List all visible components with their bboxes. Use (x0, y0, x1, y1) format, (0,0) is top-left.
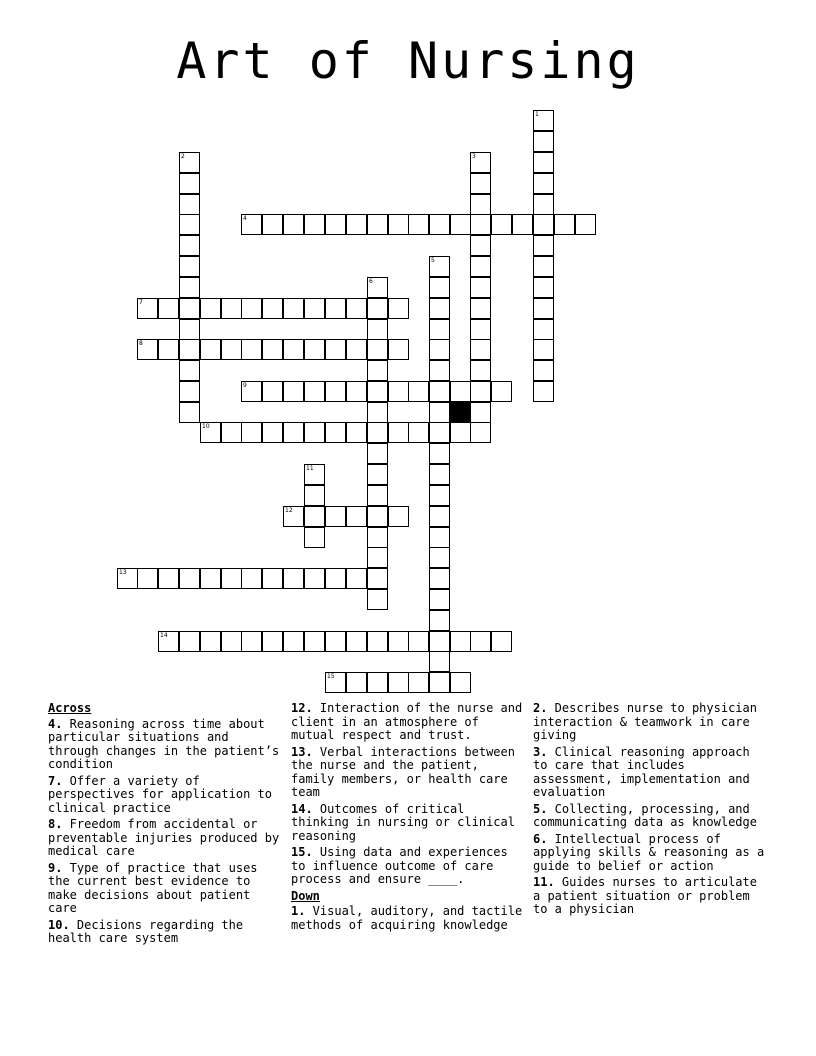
clue-number: 6 (369, 278, 373, 285)
crossword-cell[interactable] (304, 422, 325, 443)
clue-across-8: 8. Freedom from accidental or preventable injuries produced by medical care (48, 817, 280, 858)
crossword-cell[interactable] (470, 173, 491, 194)
crossword-cell[interactable] (429, 443, 450, 464)
crossword-cell[interactable] (429, 485, 450, 506)
crossword-cell[interactable] (470, 214, 491, 235)
crossword-cell[interactable] (367, 298, 388, 319)
clue-number: 9 (243, 382, 247, 389)
crossword-cell[interactable] (283, 506, 304, 527)
crossword-cell[interactable] (158, 631, 179, 652)
crossword-cell[interactable] (429, 610, 450, 631)
clue-across-14: 14. Outcomes of critical thinking in nursing or clinical reasoning (291, 801, 515, 843)
crossword-cell[interactable] (304, 568, 325, 589)
crossword-cell[interactable] (450, 381, 471, 402)
crossword-cell[interactable] (304, 214, 325, 235)
clue-number: 14 (160, 632, 168, 639)
crossword-cell[interactable] (533, 319, 554, 340)
crossword-cell[interactable] (388, 381, 409, 402)
crossword-cell[interactable] (325, 339, 346, 360)
crossword-cell[interactable] (408, 422, 429, 443)
crossword-cell[interactable] (367, 381, 388, 402)
crossword-cell[interactable] (346, 298, 367, 319)
crossword-cell[interactable] (367, 402, 388, 423)
crossword-cell[interactable] (262, 422, 283, 443)
crossword-cell[interactable] (429, 360, 450, 381)
crossword-cell[interactable] (179, 319, 200, 340)
crossword-cell[interactable] (179, 235, 200, 256)
clue-across-4: 4. Reasoning across time about particular situations and through changes in the patient’s condition (48, 716, 280, 771)
crossword-cell[interactable] (325, 298, 346, 319)
crossword-cell[interactable] (346, 506, 367, 527)
crossword-cell[interactable] (575, 214, 596, 235)
crossword-cell[interactable] (221, 298, 242, 319)
crossword-cell[interactable] (325, 568, 346, 589)
crossword-cell[interactable] (388, 422, 409, 443)
clue-number: 4 (243, 215, 247, 222)
clues-column-1 (48, 702, 284, 949)
crossword-cell[interactable] (304, 506, 325, 527)
crossword-cell[interactable] (346, 631, 367, 652)
clue-down-2: 2. Describes nurse to physician interaction & teamwork in care giving (533, 701, 757, 742)
crossword-cell[interactable] (200, 298, 221, 319)
clue-across-12: 12. Interaction of the nurse and client in an atmosphere of mutual respect and trust. (291, 701, 523, 742)
crossword-cell[interactable] (429, 568, 450, 589)
down-heading: Down (291, 888, 320, 903)
crossword-cell[interactable] (325, 672, 346, 693)
crossword-cell[interactable] (533, 152, 554, 173)
crossword-cell[interactable] (429, 214, 450, 235)
crossword-cell[interactable] (325, 631, 346, 652)
crossword-cell[interactable] (388, 631, 409, 652)
crossword-cell[interactable] (283, 339, 304, 360)
crossword-cell[interactable] (408, 381, 429, 402)
crossword-cell[interactable] (221, 631, 242, 652)
crossword-cell[interactable] (429, 547, 450, 568)
crossword-cell[interactable] (533, 214, 554, 235)
crossword-cell[interactable] (429, 319, 450, 340)
crossword-cell[interactable] (388, 214, 409, 235)
crossword-cell[interactable] (158, 568, 179, 589)
crossword-cell[interactable] (179, 339, 200, 360)
crossword-cell[interactable] (367, 339, 388, 360)
crossword-cell[interactable] (367, 422, 388, 443)
crossword-cell[interactable] (429, 298, 450, 319)
crossword-cell[interactable] (533, 131, 554, 152)
crossword-cell[interactable] (241, 298, 262, 319)
crossword-cell[interactable] (367, 547, 388, 568)
crossword-cell[interactable] (491, 214, 512, 235)
crossword-cell[interactable] (262, 298, 283, 319)
crossword-cell[interactable] (429, 464, 450, 485)
clue-number: 2 (181, 153, 185, 160)
crossword-cell[interactable] (304, 527, 325, 548)
crossword-cell[interactable] (262, 631, 283, 652)
crossword-cell[interactable] (179, 381, 200, 402)
clues-column-2 (291, 702, 527, 935)
crossword-cell[interactable] (179, 402, 200, 423)
crossword-cell[interactable] (554, 214, 575, 235)
crossword-cell[interactable] (533, 256, 554, 277)
crossword-cell[interactable] (325, 381, 346, 402)
crossword-cell[interactable] (346, 381, 367, 402)
clue-down-6: 6. Intellectual process of applying skills & reasoning as a guide to belief or action (533, 831, 765, 873)
crossword-cell[interactable] (179, 173, 200, 194)
crossword-cell[interactable] (367, 589, 388, 610)
crossword-cell[interactable] (241, 631, 262, 652)
crossword-cell[interactable] (470, 277, 491, 298)
crossword-cell[interactable] (470, 235, 491, 256)
crossword-cell[interactable] (533, 277, 554, 298)
crossword-cell[interactable] (367, 485, 388, 506)
crossword-cell[interactable] (533, 339, 554, 360)
crossword-cell[interactable] (367, 214, 388, 235)
clue-across-9: 9. Type of practice that uses the current best evidence to make decisions about patient care (48, 860, 258, 915)
crossword-cell[interactable] (325, 506, 346, 527)
clue-number: 10 (202, 423, 210, 430)
crossword-cell[interactable] (367, 506, 388, 527)
crossword-cell[interactable] (470, 319, 491, 340)
crossword-cell[interactable] (158, 298, 179, 319)
clue-down-3: 3. Clinical reasoning approach to care that includes assessment, implementation and evaluation (533, 744, 750, 799)
crossword-cell[interactable] (304, 485, 325, 506)
crossword-cell[interactable] (200, 339, 221, 360)
crossword-cell[interactable] (346, 422, 367, 443)
crossword-cell[interactable] (450, 631, 471, 652)
crossword-cell[interactable] (367, 527, 388, 548)
crossword-cell[interactable] (283, 298, 304, 319)
crossword-cell[interactable] (429, 506, 450, 527)
crossword-cell[interactable] (470, 381, 491, 402)
crossword-cell[interactable] (450, 672, 471, 693)
crossword-cell[interactable] (325, 422, 346, 443)
clue-across-7: 7. Offer a variety of perspectives for application to clinical practice (48, 773, 272, 815)
crossword-cell[interactable] (241, 339, 262, 360)
crossword-cell[interactable] (533, 360, 554, 381)
crossword-cell[interactable] (262, 381, 283, 402)
crossword-cell[interactable] (241, 214, 262, 235)
crossword-cell[interactable] (304, 381, 325, 402)
clue-number: 8 (139, 340, 143, 347)
crossword-cell[interactable] (470, 339, 491, 360)
crossword-cell[interactable] (179, 298, 200, 319)
crossword-cell[interactable] (429, 651, 450, 672)
crossword-cell[interactable] (221, 422, 242, 443)
crossword-cell[interactable] (491, 381, 512, 402)
crossword-cell[interactable] (388, 672, 409, 693)
crossword-cell[interactable] (429, 381, 450, 402)
crossword-cell[interactable] (470, 402, 491, 423)
clues-column-3 (533, 702, 769, 920)
crossword-cell[interactable] (262, 214, 283, 235)
crossword-cell[interactable] (470, 256, 491, 277)
crossword-cell[interactable] (429, 339, 450, 360)
crossword-cell[interactable] (470, 298, 491, 319)
crossword-cell[interactable] (367, 277, 388, 298)
crossword-cell[interactable] (533, 298, 554, 319)
crossword-cell[interactable] (450, 214, 471, 235)
clue-number: 5 (431, 257, 435, 264)
crossword-cell[interactable] (283, 381, 304, 402)
crossword-cell[interactable] (346, 672, 367, 693)
clue-across-10: 10. Decisions regarding the health care system (48, 917, 244, 945)
crossword-cell[interactable] (241, 568, 262, 589)
crossword-cell[interactable] (283, 422, 304, 443)
clue-down-5: 5. Collecting, processing, and communicating data as knowledge (533, 801, 757, 829)
crossword-cell[interactable] (491, 631, 512, 652)
crossword-cell[interactable] (367, 672, 388, 693)
crossword-cell[interactable] (429, 672, 450, 693)
crossword-cell[interactable] (283, 568, 304, 589)
crossword-cell[interactable] (470, 152, 491, 173)
crossword-cell[interactable] (470, 631, 491, 652)
crossword-cell[interactable] (346, 214, 367, 235)
crossword-cell[interactable] (533, 194, 554, 215)
clue-number: 11 (306, 465, 314, 472)
crossword-cell[interactable] (179, 194, 200, 215)
crossword-cell[interactable] (470, 360, 491, 381)
crossword-cell[interactable] (158, 339, 179, 360)
crossword-cell[interactable] (137, 339, 158, 360)
crossword-cell[interactable] (450, 422, 471, 443)
crossword-cell[interactable] (367, 568, 388, 589)
crossword-cell[interactable] (179, 214, 200, 235)
crossword-cell[interactable] (346, 568, 367, 589)
crossword-cell[interactable] (283, 631, 304, 652)
crossword-cell[interactable] (117, 568, 138, 589)
crossword-cell[interactable] (241, 381, 262, 402)
crossword-cell[interactable] (304, 631, 325, 652)
crossword-cell[interactable] (262, 339, 283, 360)
crossword-cell[interactable] (179, 256, 200, 277)
crossword-cell[interactable] (429, 631, 450, 652)
crossword-cell[interactable] (221, 568, 242, 589)
crossword-cell[interactable] (179, 277, 200, 298)
crossword-cell[interactable] (533, 173, 554, 194)
crossword-cell[interactable] (241, 422, 262, 443)
crossword-cell[interactable] (346, 339, 367, 360)
clue-down-11: 11. Guides nurses to articulate a patient situation or problem to a physician (533, 875, 757, 916)
clue-number: 13 (119, 569, 127, 576)
clue-number: 3 (472, 153, 476, 160)
crossword-cell[interactable] (470, 194, 491, 215)
crossword-cell[interactable] (262, 568, 283, 589)
across-heading: Across (48, 701, 92, 715)
crossword-cell[interactable] (429, 527, 450, 548)
crossword-cell[interactable] (408, 631, 429, 652)
crossword-cell[interactable] (367, 360, 388, 381)
crossword-cell[interactable] (429, 589, 450, 610)
crossword-black-cell (450, 402, 471, 423)
crossword-cell[interactable] (200, 422, 221, 443)
crossword-cell[interactable] (179, 631, 200, 652)
clue-number: 15 (327, 673, 335, 680)
crossword-cell[interactable] (388, 339, 409, 360)
crossword-cell[interactable] (367, 443, 388, 464)
crossword-cell[interactable] (388, 506, 409, 527)
crossword-cell[interactable] (137, 568, 158, 589)
crossword-cell[interactable] (137, 298, 158, 319)
crossword-cell[interactable] (367, 319, 388, 340)
clue-number: 12 (285, 507, 293, 514)
crossword-cell[interactable] (533, 235, 554, 256)
crossword-cell[interactable] (533, 110, 554, 131)
crossword-cell[interactable] (179, 360, 200, 381)
clue-across-15: 15. Using data and experiences to influence outcome of care process and ensure ____. (291, 845, 508, 886)
crossword-cell[interactable] (200, 568, 221, 589)
clue-across-13: 13. Verbal interactions between the nurse and the patient, family members, or health care team (291, 744, 515, 799)
crossword-cell[interactable] (367, 464, 388, 485)
crossword-cell[interactable] (533, 381, 554, 402)
crossword-cell[interactable] (179, 152, 200, 173)
crossword-cell[interactable] (429, 402, 450, 423)
puzzle-title: Art of Nursing (176, 32, 640, 90)
crossword-cell[interactable] (408, 672, 429, 693)
crossword-cell[interactable] (179, 568, 200, 589)
clue-number: 1 (535, 111, 539, 118)
clue-number: 7 (139, 299, 143, 306)
crossword-cell[interactable] (304, 464, 325, 485)
crossword-cell[interactable] (221, 339, 242, 360)
crossword-cell[interactable] (429, 256, 450, 277)
crossword-cell[interactable] (200, 631, 221, 652)
crossword-cell[interactable] (512, 214, 533, 235)
clue-down-1: 1. Visual, auditory, and tactile methods of acquiring knowledge (291, 904, 523, 932)
crossword-cell[interactable] (325, 214, 346, 235)
crossword-cell[interactable] (408, 214, 429, 235)
crossword-cell[interactable] (388, 298, 409, 319)
crossword-cell[interactable] (367, 631, 388, 652)
crossword-cell[interactable] (304, 298, 325, 319)
crossword-cell[interactable] (429, 422, 450, 443)
crossword-cell[interactable] (283, 214, 304, 235)
crossword-cell[interactable] (470, 422, 491, 443)
crossword-cell[interactable] (429, 277, 450, 298)
crossword-cell[interactable] (304, 339, 325, 360)
